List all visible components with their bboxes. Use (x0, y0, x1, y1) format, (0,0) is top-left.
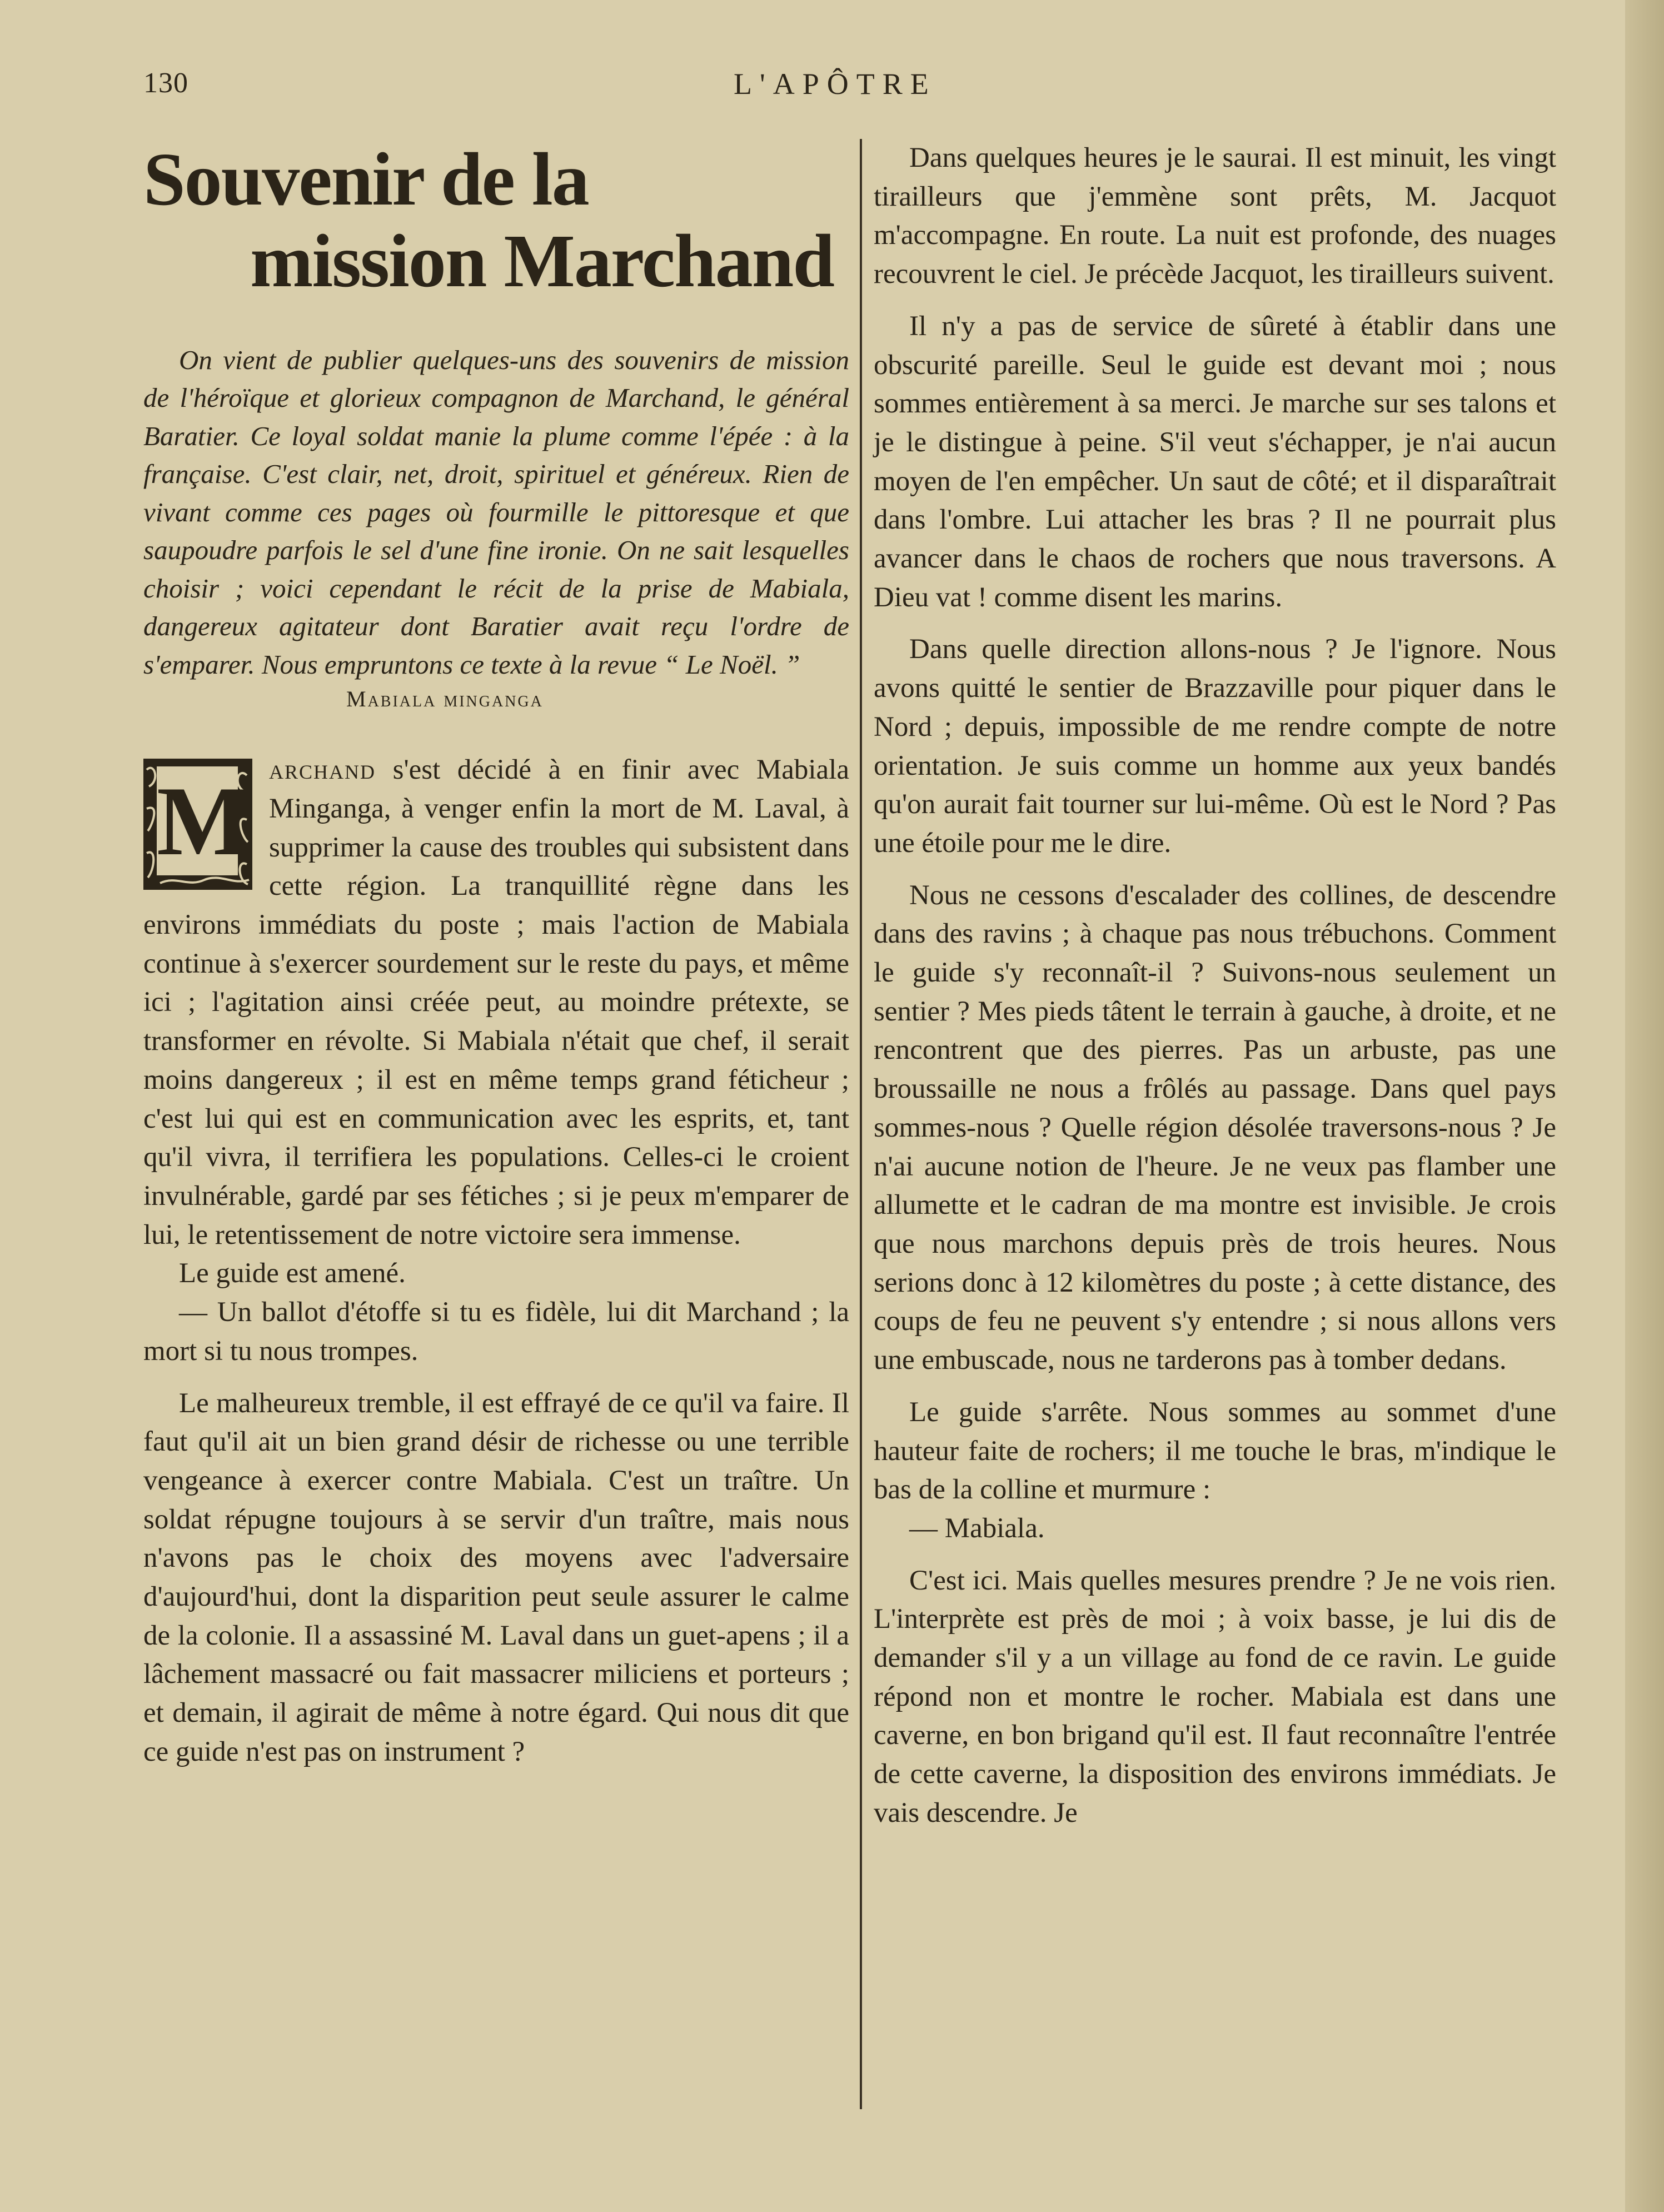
article-body-left (143, 751, 849, 1771)
paragraph: Nous ne cessons d'escalader des collines, de descendre dans des ravins ; à chaque pas nous trébuchons. Comment le guide s'y reconnaît-il ? Suivons-nous seulement un sentier ? Mes pieds tâtent le terrain à gauche, à droite, et ne rencontrent que des pierres. Pas un arbuste, pas une broussaille ne nous a frôlés au passage. Dans quel pays sommes-nous ? Quelle région désolée traversons-nous ? Je n'ai aucune notion de l'heure. Je ne veux pas flamber une allumette et le cadran de ma montre est invisible. Je crois que nous marchons depuis près de trois heures. Nous serions donc à 12 kilomètres du poste ; à cette distance, des coups de feu ne peuvent s'y entendre ; si nous allons vers une embuscade, nous ne tarderons pas à tomber dedans. (874, 879, 1556, 1376)
left-column (143, 139, 849, 1772)
dropcap-letter: M (157, 766, 251, 876)
paragraph: Dans quelle direction allons-nous ? Je l'ignore. Nous avons quitté le sentier de Brazzaville pour piquer dans le Nord ; depuis, impossible de me rendre compte de notre orientation. Je suis comme un homme aux yeux bandés qu'on aurait fait tourner sur lui-même. Où est le Nord ? Pas une étoile pour me le dire. (874, 634, 1556, 859)
dropcap-ornament (143, 759, 255, 893)
page-header (0, 67, 1664, 111)
page-number: 130 (143, 67, 188, 99)
paragraph: — Un ballot d'étoffe si tu es fidèle, lui dit Marchand ; la mort si tu nous trompes. (143, 1297, 849, 1367)
article-title-line-1: Souvenir de la (143, 138, 589, 221)
paragraph: Le guide est amené. (179, 1258, 406, 1289)
paragraph: Il n'y a pas de service de sûreté à établir dans une obscurité pareille. Seul le guide est devant moi ; nous sommes entièrement à sa merci. Je marche sur ses talons et je le distingue à peine. S'il veut s'échapper, je n'ai aucun moyen de l'en empêcher. Un saut de côté; et il disparaîtrait dans l'ombre. Lui attacher les bras ? Il ne pourrait plus avancer dans le chaos de rochers que nous traversons. A Dieu vat ! comme disent les marins. (874, 310, 1556, 613)
first-word-rest: archand (269, 754, 376, 786)
page-edge (1625, 0, 1664, 2212)
paragraph: Dans quelques heures je le saurai. Il est minuit, les vingt tirailleurs que j'emmène sont prêts, M. Jacquot m'accompagne. En route. La nuit est profonde, des nuages recouvrent le ciel. Je précède Jacquot, les tirailleurs suivent. (874, 142, 1556, 290)
paragraph: C'est ici. Mais quelles mesures prendre ? Je ne vois rien. L'interprète est près de moi ; à voix basse, je lui dis de demander s'il y a un village au fond de ce ravin. Le guide répond non et montre le rocher. Mabiala est dans une caverne, en bon brigand qu'il est. Il faut reconnaître l'entrée de cette caverne, la disposition des environs immédiats. Je vais descendre. Je (874, 1565, 1556, 1829)
article-intro: On vient de publier quelques-uns des souvenirs de mission de l'héroïque et glorieux compagnon de Marchand, le général Baratier. Ce loyal soldat manie la plume comme l'épée : à la française. C'est clair, net, droit, spirituel et généreux. Rien de vivant comme ces pages où fourmille le pittoresque et que saupoudre parfois le sel d'une fine ironie. On ne sait lesquelles choisir ; voici cependant le récit de la prise de Mabiala, dangereux agitateur dont Baratier avait reçu l'ordre de s'emparer. Nous empruntons ce texte à la revue “ Le Noël. ” (143, 344, 849, 680)
paragraph: Le guide s'arrête. Nous sommes au sommet d'une hauteur faite de rochers; il me touche le bras, m'indique le bas de la colline et murmure : (874, 1396, 1556, 1506)
right-column (874, 139, 1556, 1833)
article-title-line-2: mission Marchand (250, 219, 834, 303)
journal-title: L'APÔTRE (734, 67, 936, 101)
first-paragraph-text: s'est décidé à en finir avec Mabiala Minganga, à venger enfin la mort de M. Laval, à supprimer la cause des troubles qui subsistent dans cette région. La tranquillité règne dans les environs immédiats du poste ; mais l'action de Mabiala continue à s'exercer sourdement sur le reste du pays, et même ici ; l'agitation ainsi créée peut, au moindre prétexte, se transformer en révolte. Si Mabiala n'était que chef, il serait moins dangereux ; il est en même temps grand féticheur ; c'est lui qui est en communication avec les esprits, et, tant qu'il vivra, il terrifiera les populations. Celles-ci le croient invulnérable, gardé par ses fétiches ; si je peux m'emparer de lui, le retentissement de notre victoire sera immense. (143, 754, 849, 1251)
paragraph: Le malheureux tremble, il est effrayé de ce qu'il va faire. Il faut qu'il ait un bien grand désir de richesse ou une terrible vengeance à exercer contre Mabiala. C'est un traître. Un soldat répugne toujours à se servir d'un traître, mais nous n'avons pas le choix des moyens avec l'adversaire d'aujourd'hui, dont la disparition peut seule assurer le calme de la colonie. Il a assassiné M. Laval dans un guet-apens ; il a lâchement massacré ou fait massacrer miliciens et porteurs ; et demain, il agirait de même à notre égard. Qui nous dit que ce guide n'est pas on instrument ? (143, 1387, 849, 1767)
column-divider (860, 139, 862, 2109)
paragraph: — Mabiala. (909, 1512, 1045, 1544)
article-byline: Mabiala minganga (346, 686, 544, 712)
